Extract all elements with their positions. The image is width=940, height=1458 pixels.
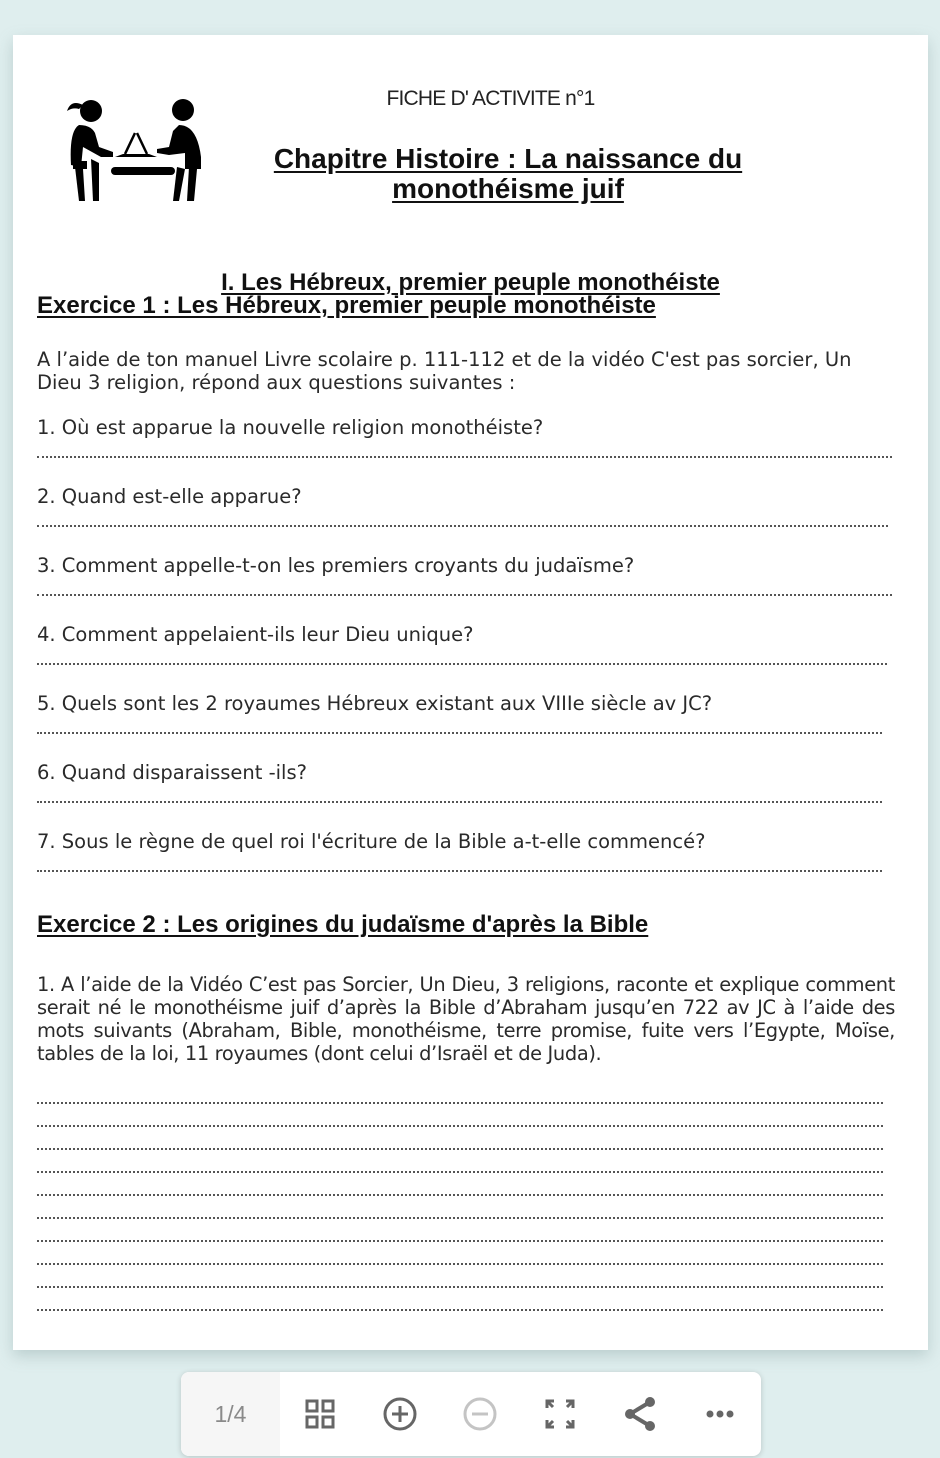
answer-line[interactable] [37,1171,883,1173]
answer-line[interactable] [37,1217,883,1219]
answer-line[interactable] [37,456,892,458]
viewer-toolbar [181,1372,761,1456]
answer-line[interactable] [37,870,882,872]
minus-circle-icon [462,1396,498,1432]
answer-line[interactable] [37,1148,883,1150]
answer-line[interactable] [37,732,882,734]
answer-line[interactable] [37,1240,883,1242]
page-indicator: 1/4 [181,1372,280,1456]
answer-line[interactable] [37,1102,883,1104]
question-5: 5. Quels sont les 2 royaumes Hébreux existant aux VIIIe siècle av JC? [37,692,713,715]
question-1: 1. Où est apparue la nouvelle religion monothéiste? [37,416,544,439]
chapter-title: Chapitre Histoire : La naissance du monothéisme juif [273,143,743,204]
answer-line[interactable] [37,801,882,803]
share-button[interactable] [600,1372,680,1456]
exercise-2-title: Exercice 2 : Les origines du judaïsme d'après la Bible [37,911,649,938]
more-dots-icon [705,1409,735,1419]
exercise-2-paragraph: 1. A l’aide de la Vidéo C’est pas Sorcier, Un Dieu, 3 religions, raconte et explique comment serait né le monothéisme juif d’après la Bible d’Abraham jusqu’en 722 av JC à l’aide des mots suivants (Abraham, Bible, monothéisme, terre promise, fuite vers l’Egypte, Moïse, tables de la loi, 11 royaumes (dont celui d’Israël et de Juda). [37,973,895,1065]
expand-icon [544,1398,576,1430]
answer-line[interactable] [37,1309,883,1311]
section-title: I. Les Hébreux, premier peuple monothéiste [221,269,720,296]
answer-line[interactable] [37,1263,883,1265]
answer-line[interactable] [37,525,888,527]
question-7: 7. Sous le règne de quel roi l'écriture de la Bible a-t-elle commencé? [37,830,706,853]
grid-view-button[interactable] [280,1372,360,1456]
grid-icon [305,1399,335,1429]
plus-circle-icon [382,1396,418,1432]
question-2: 2. Quand est-elle apparue? [37,485,302,508]
activity-sheet-label: FICHE D' ACTIVITE n°1 [386,87,595,110]
document-page [13,35,928,1350]
more-button[interactable] [680,1372,760,1456]
zoom-out-button[interactable] [440,1372,520,1456]
students-at-table-icon [61,97,211,203]
exercise-1-title: Exercice 1 : Les Hébreux, premier peuple monothéiste [37,292,656,319]
answer-line[interactable] [37,1286,883,1288]
question-6: 6. Quand disparaissent -ils? [37,761,307,784]
answer-line[interactable] [37,663,887,665]
zoom-in-button[interactable] [360,1372,440,1456]
share-icon [622,1396,658,1432]
fullscreen-button[interactable] [520,1372,600,1456]
exercise-1-intro: A l’aide de ton manuel Livre scolaire p. 111-112 et de la vidéo C'est pas sorcier, Un Dieu 3 religion, répond aux questions suivantes : [37,348,852,394]
question-3: 3. Comment appelle-t-on les premiers croyants du judaïsme? [37,554,635,577]
question-4: 4. Comment appelaient-ils leur Dieu unique? [37,623,474,646]
answer-line[interactable] [37,594,892,596]
answer-line[interactable] [37,1194,883,1196]
answer-line[interactable] [37,1125,883,1127]
